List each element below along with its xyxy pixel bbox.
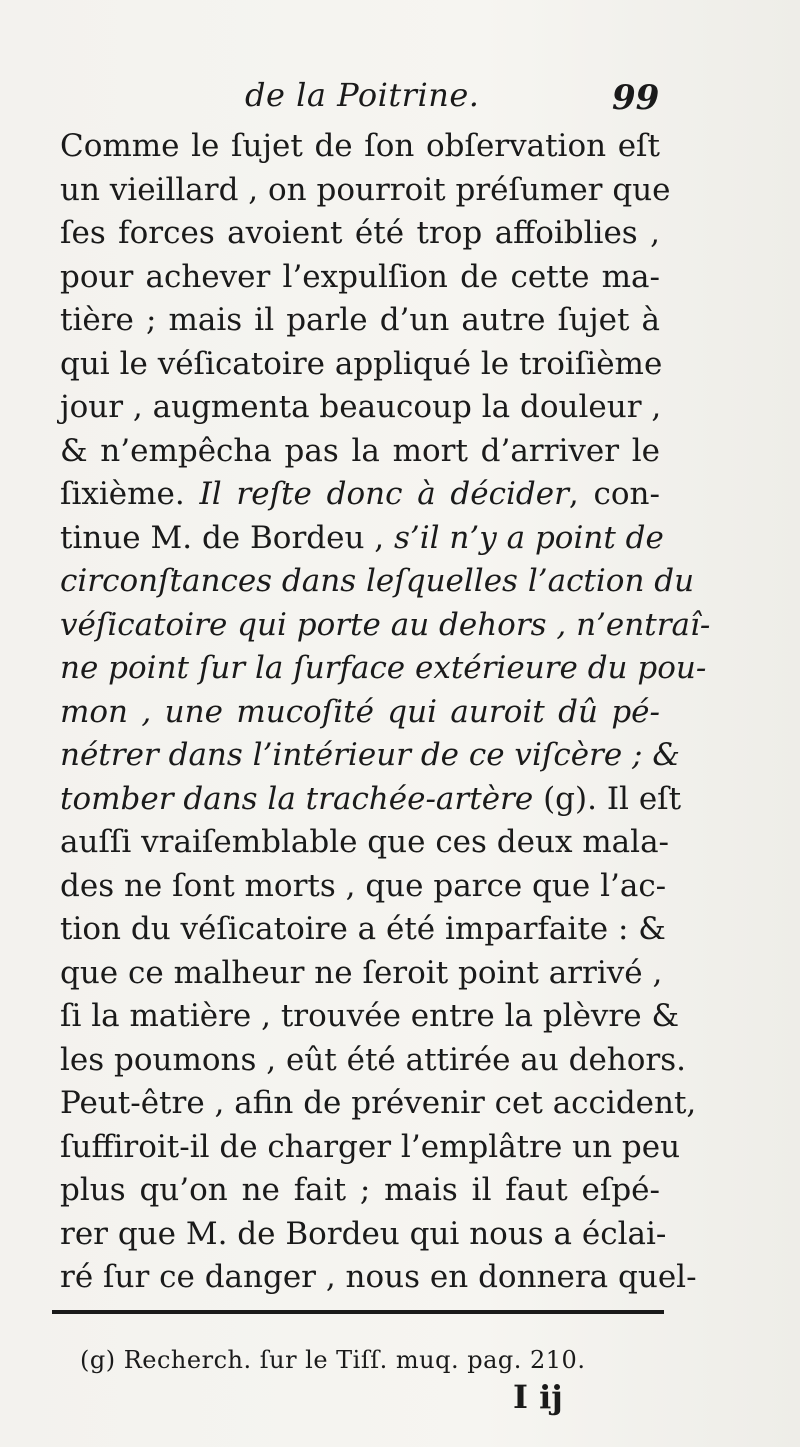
text-run-italic: s’il n’y a point de: [384, 519, 664, 556]
running-title: de la Poitrine.: [245, 76, 480, 114]
text-line: pour achever l’expulſion de cette ma-: [60, 258, 660, 295]
footnote-rule: [52, 1310, 664, 1314]
text-line: des ne ſont morts , que parce que l’ac-: [60, 867, 667, 904]
text-line: véſicatoire qui porte au dehors , n’entraî-: [60, 606, 711, 643]
text-line: plus qu’on ne fait ; mais il faut eſpé-: [60, 1172, 660, 1208]
text-line: les poumons , eût été attirée au dehors.: [60, 1041, 686, 1078]
text-line: nétrer dans l’intérieur de ce viſcère ; &: [60, 737, 680, 773]
text-line: mon , une mucoſité qui auroit dû pé-: [60, 693, 660, 730]
page-number: 99: [612, 78, 660, 118]
text-run-roman: tinue M. de Bordeu ,: [60, 519, 385, 556]
text-line: Peut-être , afin de prévenir cet accident,: [60, 1085, 697, 1121]
text-run-italic: tomber dans la trachée-artère: [60, 780, 534, 817]
text-line: [60, 517, 664, 561]
text-run-roman: (g). Il eſt: [533, 780, 682, 817]
running-head: [0, 76, 800, 116]
text-line: tière ; mais il parle d’un autre ſujet à: [60, 302, 660, 338]
footnote: (g) Recherch. ſur le Tiſſ. muq. pag. 210.: [80, 1346, 586, 1374]
text-run-roman: , con-: [568, 476, 660, 512]
text-line: qui le véſicatoire appliqué le troiſième: [60, 345, 663, 382]
text-line: un vieillard , on pourroit préſumer que: [60, 171, 671, 208]
text-line: ré ſur ce danger , nous en donnera quel-: [60, 1259, 697, 1295]
text-line: auſſi vraiſemblable que ces deux mala-: [60, 824, 670, 860]
text-line: ſi la matière , trouvée entre la plèvre &: [60, 998, 680, 1034]
text-line: [60, 778, 682, 822]
text-line: jour , augmenta beaucoup la douleur ,: [60, 389, 662, 425]
text-line: & n’empêcha pas la mort d’arriver le: [60, 432, 660, 469]
text-line: circonſtances dans leſquelles l’action du: [60, 563, 695, 599]
text-line: rer que M. de Bordeu qui nous a éclai-: [60, 1215, 667, 1252]
text-line: ſuffiroit-il de charger l’emplâtre un peu: [60, 1128, 681, 1165]
text-line: tion du véſicatoire a été imparfaite : &: [60, 911, 666, 947]
text-line: que ce malheur ne ſeroit point arrivé ,: [60, 954, 663, 991]
text-line: Comme le ſujet de ſon obſervation eſt: [60, 128, 660, 164]
text-line: ſes forces avoient été trop affoiblies ,: [60, 215, 660, 251]
text-line: [60, 473, 660, 517]
body-text: [60, 125, 711, 1300]
text-run-italic: Il reſte donc à décider: [184, 476, 569, 512]
signature-mark: I ij: [513, 1378, 563, 1416]
text-line: ne point ſur la ſurface extérieure du pou-: [60, 650, 707, 686]
text-run-roman: ſixième.: [60, 476, 185, 512]
